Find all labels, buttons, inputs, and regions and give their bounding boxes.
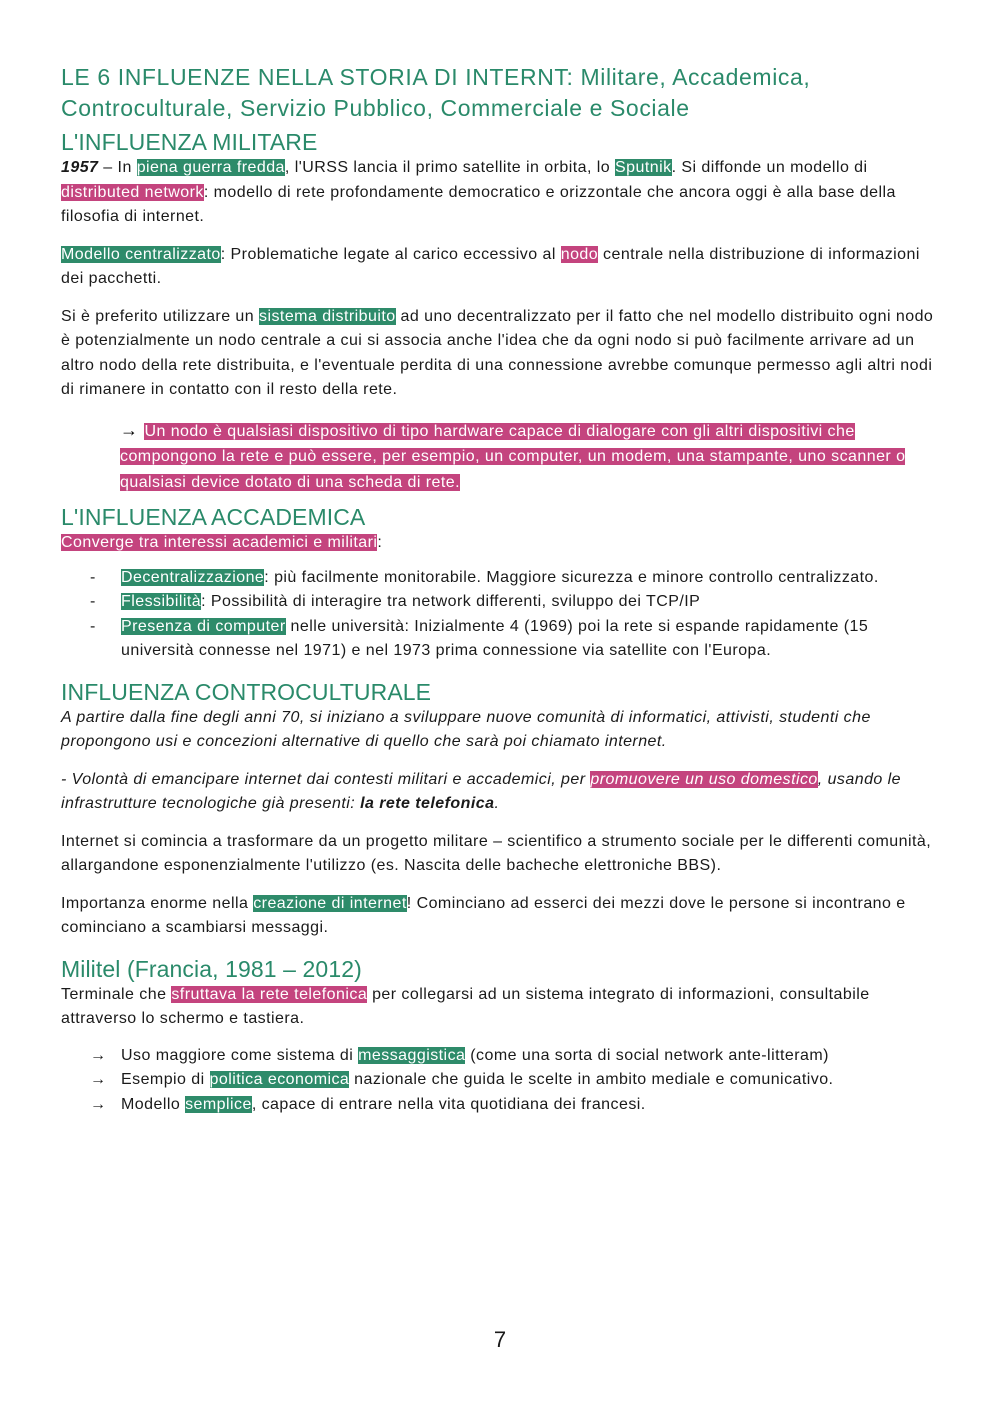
bold-text: la rete telefonica	[360, 795, 495, 812]
highlight-green: Presenza di computer	[121, 617, 286, 635]
year: 1957	[61, 159, 99, 176]
highlight-green: politica economica	[209, 1071, 350, 1088]
highlight-green: creazione di internet	[253, 894, 407, 912]
page-number: 7	[493, 1327, 507, 1352]
paragraph-converge: Converge tra interessi academici e militari:	[61, 534, 383, 551]
highlight-magenta: promuovere un uso domestico	[590, 770, 818, 788]
list-item: → Uso maggiore come sistema di messaggistica (come una sorta di social network ante-litteram)	[61, 1044, 941, 1069]
highlight-magenta: nodo	[560, 245, 599, 263]
dash-bullet: -	[90, 593, 96, 610]
highlight-green: piena guerra fredda	[136, 159, 285, 176]
heading-influenza-militare: L'INFLUENZA MILITARE	[61, 129, 318, 155]
list-item: - Flessibilità: Possibilità di interagire tra network differenti, sviluppo dei TCP/IP	[61, 590, 941, 615]
highlight-green: Decentralizzazione	[121, 568, 265, 586]
list-accademica	[61, 566, 941, 664]
highlight-magenta: distributed network	[61, 183, 204, 201]
arrow-right-icon: →	[90, 1071, 107, 1088]
highlight-green: sistema distribuito	[259, 307, 396, 325]
heading-influenza-controculturale: INFLUENZA CONTROCULTURALE	[61, 678, 432, 705]
paragraph-terminale: Terminale che sfruttava la rete telefonica per collegarsi ad un sistema integrato di informazioni, consultabile attraverso lo schermo e tastiera.	[61, 985, 870, 1027]
paragraph-sistema-distribuito: Si è preferito utilizzare un sistema distribuito ad uno decentralizzato per il fatto che nel modello distribuito ogni nodo è potenzialmente un nodo centrale a cui si associa anche l'idea che da ogni nodo si può facilmente arrivare ad un altro nodo della rete distribuita, e l'eventuale perdita di una connessione avrebbe comunque permesso agli altri nodi di rimanere in contatto con il resto della rete.	[61, 307, 934, 398]
dash-bullet: -	[90, 568, 96, 586]
paragraph-anni-70: A partire dalla fine degli anni 70, si iniziano a sviluppare nuove comunità di informatici, attivisti, studenti che propongono usi e concezioni alternative di quello che sarà poi chiamato internet.	[61, 708, 871, 750]
list-item: → Esempio di politica economica nazionale che guida le scelte in ambito mediale e comunicativo.	[61, 1068, 941, 1093]
paragraph-importanza: Importanza enorme nella creazione di internet! Cominciano ad esserci dei mezzi dove le persone si incontrano e cominciano a scambiarsi messaggi.	[61, 894, 906, 936]
dash-bullet: -	[90, 617, 96, 635]
highlight-magenta: sfruttava la rete telefonica	[171, 985, 368, 1003]
arrow-right-icon: →	[90, 1046, 107, 1064]
highlight-green: semplice	[185, 1095, 252, 1113]
list-item: - Decentralizzazione: più facilmente monitorabile. Maggiore sicurezza e minore controllo centralizzato.	[61, 566, 941, 591]
paragraph-sputnik: 1957 – In piena guerra fredda, l'URSS lancia il primo satellite in orbita, lo Sputnik. Si diffonde un modello di distributed network: modello di rete profondamente democratico e orizzontale che ancora oggi è alla base della filosofia di internet.	[61, 159, 896, 225]
highlight-green: Flessibilità	[121, 593, 202, 610]
highlight-green: Sputnik	[615, 159, 672, 176]
note-nodo	[120, 418, 941, 496]
heading-militel: Militel (Francia, 1981 – 2012)	[61, 955, 362, 982]
highlight-magenta: Converge tra interessi academici e militari	[61, 534, 378, 551]
arrow-right-icon: →	[120, 419, 139, 440]
arrow-right-icon: →	[90, 1095, 107, 1113]
highlight-green: messaggistica	[358, 1046, 466, 1064]
document-title: LE 6 INFLUENZE NELLA STORIA DI INTERNT: Militare, Accademica, Controculturale, Servizio Pubblico, Commerciale e Sociale	[61, 64, 811, 121]
list-item: → Modello semplice, capace di entrare nella vita quotidiana dei francesi.	[61, 1093, 941, 1118]
highlight-green: Modello centralizzato	[61, 245, 221, 263]
highlight-magenta: Un nodo è qualsiasi dispositivo di tipo hardware capace di dialogare con gli altri dispositivi che compongono la rete e può essere, per esempio, un computer, un modem, una stampante, uno scanner o qualsiasi device dotato di una scheda di rete.	[120, 422, 906, 491]
list-militel	[61, 1044, 941, 1118]
heading-influenza-accademica: L'INFLUENZA ACCADEMICA	[61, 504, 366, 530]
document-page	[61, 62, 941, 1117]
paragraph-modello-centralizzato: Modello centralizzato: Problematiche legate al carico eccessivo al nodo centrale nella distribuzione di informazioni dei pacchetti.	[61, 245, 920, 287]
paragraph-volonta: - Volontà di emancipare internet dai contesti militari e accademici, per promuovere un uso domestico, usando le infrastrutture tecnologiche già presenti: la rete telefonica.	[61, 770, 902, 812]
list-item: - Presenza di computer nelle università: Inizialmente 4 (1969) poi la rete si espande rapidamente (15 università connesse nel 1971) e nel 1973 prima connessione via satellite con l'Europa.	[61, 615, 941, 664]
paragraph-trasformazione: Internet si comincia a trasformare da un progetto militare – scientifico a strumento sociale per le differenti comunità, allargandone esponenzialmente l'utilizzo (es. Nascita delle bacheche elettroniche BBS).	[61, 832, 932, 874]
